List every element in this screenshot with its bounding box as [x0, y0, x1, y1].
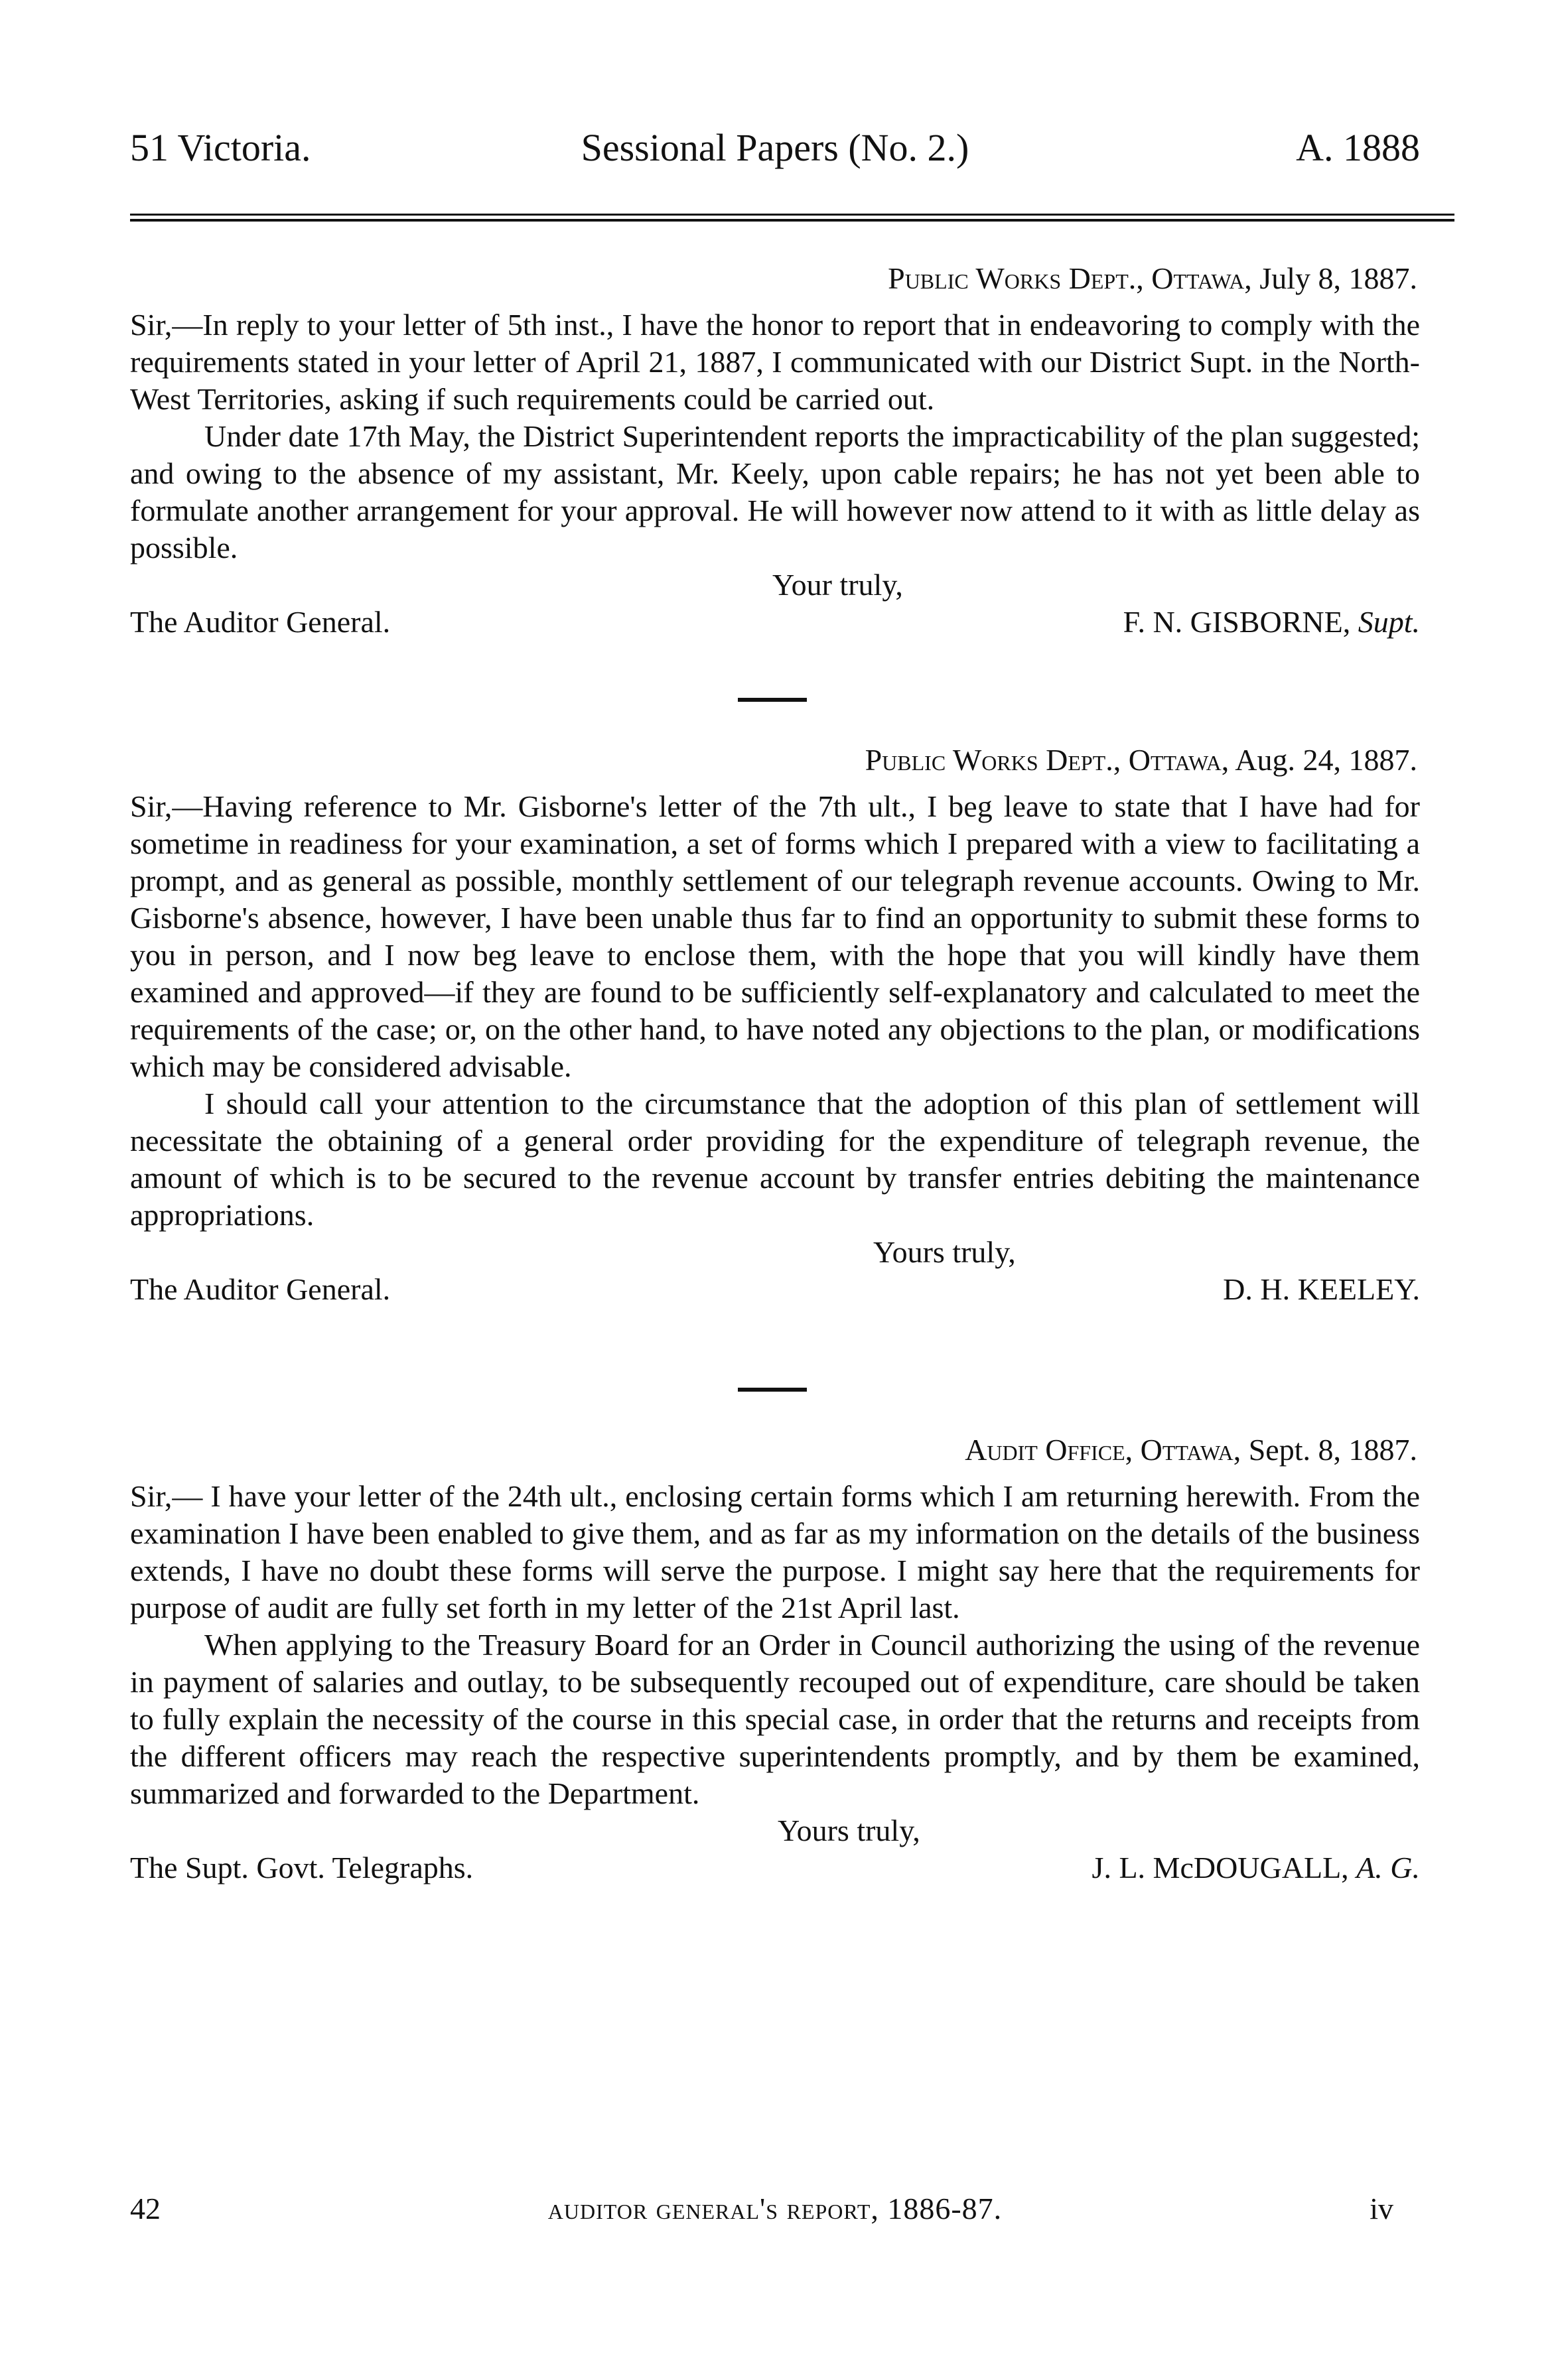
letter-1-signer-title: Supt. — [1358, 605, 1420, 639]
letter-3-signature — [1092, 1849, 1420, 1886]
letter-2 — [130, 742, 1420, 1308]
letter-2-paragraph-1: Sir,—Having reference to Mr. Gisborne's letter of the 7th ult., I beg leave to state that I have had for sometime in readiness for your examination, a set of forms which I prepared with a view to facilitating a prompt, and as general as possible, monthly settlement of our telegraph revenue accounts. Owing to Mr. Gisborne's absence, however, I have been unable thus far to find an opportunity to submit these forms to you in person, and I now beg leave to enclose them, with the hope that you will kindly have them examined and approved—if they are found to be sufficiently self-explanatory and calculated to meet the requirements of the case; or, on the other hand, to have noted any objections to the plan, or modifications which may be considered advisable. — [130, 789, 1420, 1083]
letter-divider-1 — [738, 698, 807, 702]
header-double-rule — [130, 214, 1454, 223]
letter-1-dateline — [130, 260, 1420, 297]
letter-2-signature — [1223, 1271, 1420, 1308]
letter-1-paragraph-2: Under date 17th May, the District Superintendent reports the impracticability of the plan suggested; and owing to the absence of my assistant, Mr. Keely, upon cable repairs; he has not yet been able to formulate another arrangement for your approval. He will however now attend to it with as little delay as possible. — [130, 419, 1420, 564]
letter-2-closing: Yours truly, — [873, 1235, 1016, 1269]
letter-1 — [130, 260, 1420, 641]
header-volume: 51 Victoria. — [130, 126, 311, 169]
page-number: 42 — [130, 2192, 161, 2225]
section-numeral: iv — [1370, 2192, 1393, 2225]
letter-3-paragraph-2: When applying to the Treasury Board for an Order in Council authorizing the using of the revenue in payment of salaries and outlay, to be subsequently recouped out of expenditure, care should be taken to fully explain the necessity of the course in this special case, in order that the returns and receipts from the different officers may reach the respective superintendents promptly, and by them be examined, summarized and forwarded to the Department. — [130, 1628, 1420, 1810]
letter-2-paragraph-2: I should call your attention to the circumstance that the adoption of this plan of settlement will necessitate the obtaining of a general order providing for the expenditure of telegraph revenue, the amount of which is to be secured to the revenue account by transfer entries debiting the maintenance appropriations. — [130, 1087, 1420, 1232]
letter-2-date: Aug. 24, 1887. — [1235, 743, 1417, 777]
letter-3-dateline — [130, 1431, 1420, 1469]
header-year: A. 1888 — [1296, 126, 1420, 169]
letter-3 — [130, 1431, 1420, 1886]
letter-3-signer-title: A. G. — [1356, 1851, 1420, 1884]
page-footer — [130, 2189, 1420, 2229]
letter-1-signature — [1123, 604, 1420, 641]
letter-divider-2 — [738, 1388, 807, 1392]
letter-2-body — [130, 788, 1420, 1234]
letter-1-office: Public Works Dept., Ottawa, — [888, 261, 1252, 295]
letter-1-closing: Your truly, — [772, 568, 903, 602]
letter-2-addressee: The Auditor General. — [130, 1272, 391, 1306]
letter-3-body — [130, 1478, 1420, 1812]
letter-3-paragraph-1: Sir,— I have your letter of the 24th ult., enclosing certain forms which I am returning herewith. From the examination I have been enabled to give them, and as far as my information on the details of the business extends, I have no doubt these forms will serve the purpose. I might say here that the requirements for purpose of audit are fully set forth in my letter of the 21st April last. — [130, 1479, 1420, 1624]
letter-2-dateline — [130, 742, 1420, 779]
letter-3-signer-name: J. L. McDOUGALL, — [1092, 1851, 1349, 1884]
letter-1-addressee: The Auditor General. — [130, 605, 391, 639]
letter-3-closing-block — [130, 1812, 1420, 1886]
report-title: auditor general's report, 1886-87. — [547, 2192, 1003, 2225]
letter-2-closing-block — [130, 1234, 1420, 1308]
letter-3-date: Sept. 8, 1887. — [1248, 1433, 1417, 1467]
letter-1-closing-block — [130, 566, 1420, 641]
letter-1-paragraph-1: Sir,—In reply to your letter of 5th inst., I have the honor to report that in endeavoring to comply with the requirements stated in your letter of April 21, 1887, I communicated with our District Supt. in the North-West Territories, asking if such requirements could be carried out. — [130, 308, 1420, 416]
letter-2-signer-name: D. H. KEELEY. — [1223, 1272, 1420, 1306]
running-header — [130, 125, 1420, 171]
letter-1-date: July 8, 1887. — [1259, 261, 1417, 295]
letter-1-signer-name: F. N. GISBORNE, — [1123, 605, 1351, 639]
header-sessional-papers: Sessional Papers (No. 2.) — [581, 126, 969, 169]
letter-3-office: Audit Office, Ottawa, — [965, 1433, 1241, 1467]
letter-3-addressee: The Supt. Govt. Telegraphs. — [130, 1851, 474, 1884]
letter-1-body — [130, 306, 1420, 566]
letter-3-closing: Yours truly, — [778, 1814, 920, 1847]
letter-2-office: Public Works Dept., Ottawa, — [865, 743, 1230, 777]
